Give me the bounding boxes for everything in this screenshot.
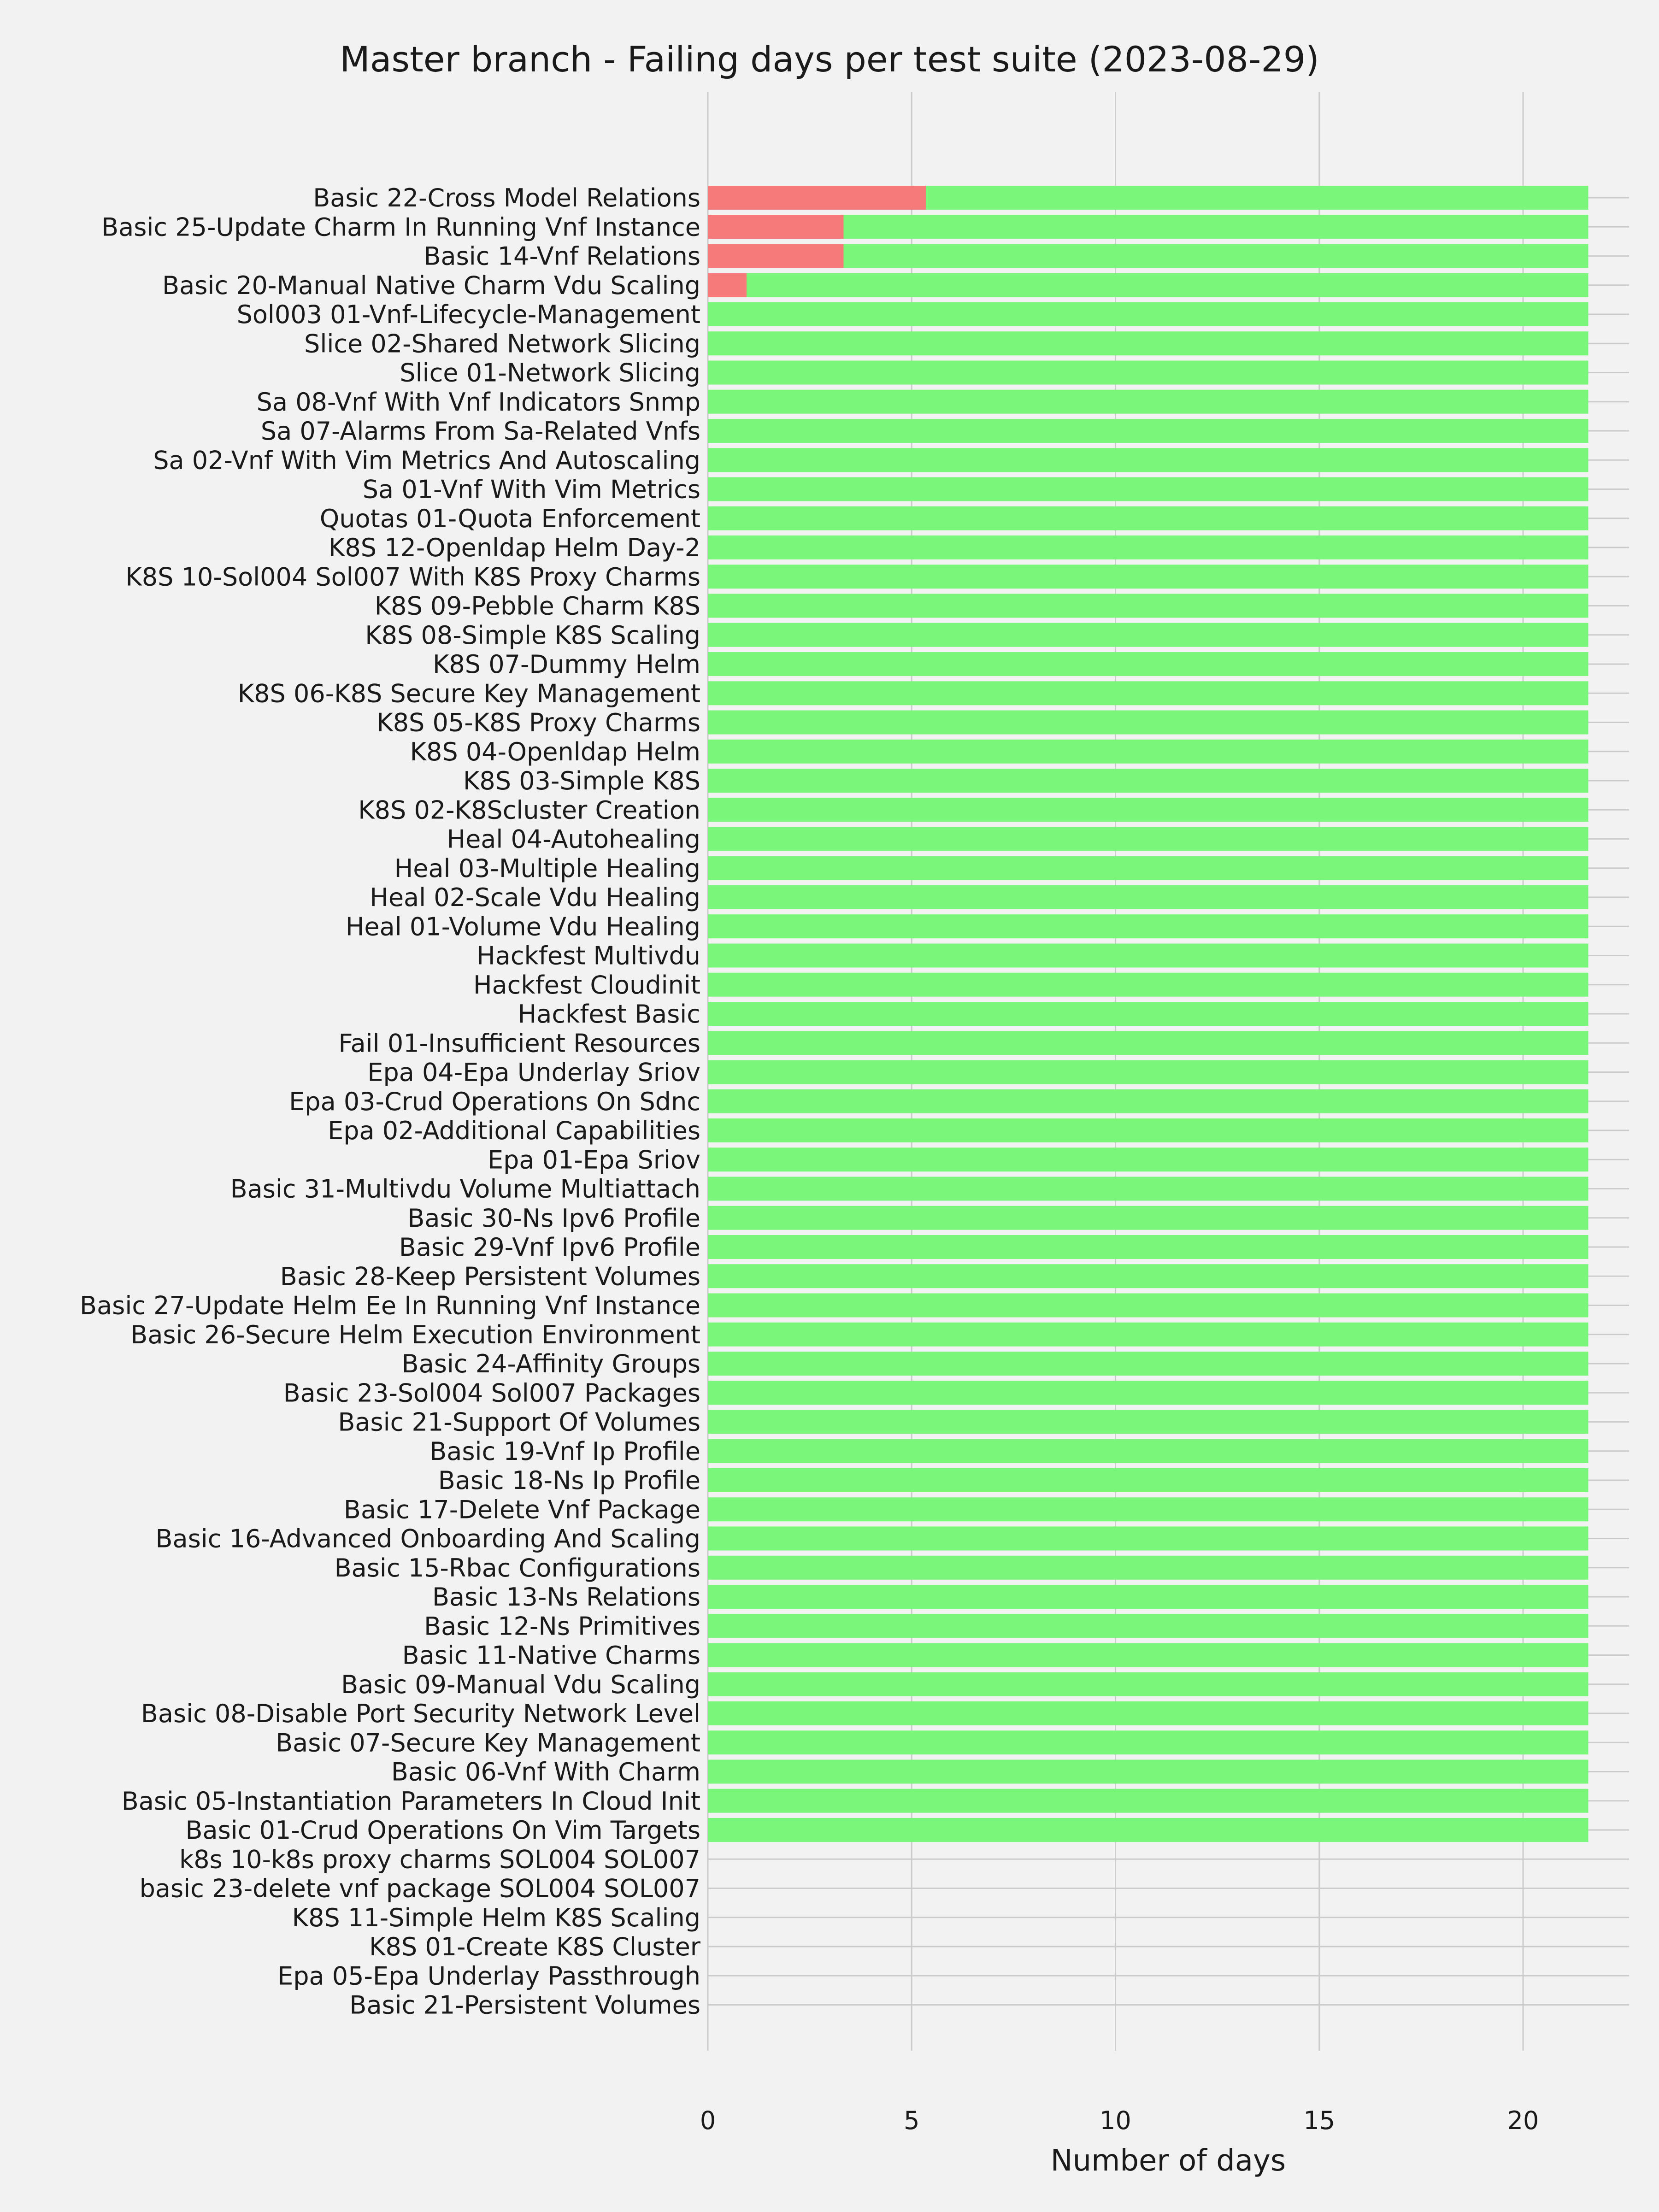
y-tick-label: Epa 05-Epa Underlay Passthrough <box>277 1961 700 1991</box>
y-tick-label: Heal 03-Multiple Healing <box>394 853 700 883</box>
y-tick-label: K8S 06-K8S Secure Key Management <box>237 679 700 708</box>
bar-pass <box>708 769 1588 793</box>
y-tick-labels <box>80 183 701 2020</box>
bar-pass <box>708 448 1588 472</box>
bar-pass <box>708 302 1588 326</box>
bar-fail <box>708 186 926 210</box>
y-tick-label: Basic 19-Vnf Ip Profile <box>429 1436 700 1466</box>
bar-pass <box>708 1352 1588 1376</box>
y-tick-label: Slice 01-Network Slicing <box>400 358 700 388</box>
x-tick-labels <box>700 2106 1539 2135</box>
bar-pass <box>708 594 1588 618</box>
y-tick-label: K8S 02-K8Scluster Creation <box>358 795 700 825</box>
y-tick-label: K8S 01-Create K8S Cluster <box>369 1932 700 1961</box>
y-tick-label: Hackfest Cloudinit <box>473 970 700 1000</box>
bar-pass <box>708 1089 1588 1113</box>
y-tick-label: Basic 06-Vnf With Charm <box>391 1757 700 1787</box>
bar-pass <box>708 1177 1588 1201</box>
bar-pass <box>708 1206 1588 1230</box>
bar-pass <box>708 477 1588 501</box>
y-tick-label: K8S 12-Openldap Helm Day-2 <box>328 533 700 562</box>
y-tick-label: K8S 11-Simple Helm K8S Scaling <box>292 1903 700 1932</box>
y-tick-label: Epa 02-Additional Capabilities <box>328 1116 700 1145</box>
bar-pass <box>708 681 1588 705</box>
y-tick-label: Basic 01-Crud Operations On Vim Targets <box>185 1816 700 1845</box>
y-tick-label: Sa 07-Alarms From Sa-Related Vnfs <box>260 417 700 446</box>
bar-pass <box>708 1264 1588 1288</box>
bar-pass <box>708 1556 1588 1580</box>
bar-pass <box>708 506 1588 530</box>
y-tick-label: Heal 01-Volume Vdu Healing <box>345 912 700 941</box>
bar-pass <box>708 856 1588 880</box>
x-tick-label: 20 <box>1507 2106 1539 2135</box>
y-tick-label: Basic 27-Update Helm Ee In Running Vnf Instance <box>80 1291 700 1320</box>
bar-pass <box>708 1497 1588 1521</box>
bar-pass <box>844 215 1588 239</box>
bar-pass <box>708 1031 1588 1055</box>
bar-pass <box>708 1760 1588 1784</box>
bar-pass <box>708 798 1588 822</box>
bar-pass <box>708 1060 1588 1084</box>
bar-pass <box>844 244 1588 268</box>
bar-pass <box>708 973 1588 997</box>
y-tick-label: Basic 25-Update Charm In Running Vnf Instance <box>101 212 700 242</box>
y-tick-label: Heal 02-Scale Vdu Healing <box>370 883 700 912</box>
x-axis-label: Number of days <box>1050 2144 1286 2178</box>
y-tick-label: Basic 18-Ns Ip Profile <box>438 1466 700 1495</box>
bar-pass <box>708 361 1588 385</box>
bar-pass <box>708 914 1588 938</box>
y-tick-label: basic 23-delete vnf package SOL004 SOL007 <box>139 1874 700 1903</box>
bar-pass <box>708 565 1588 588</box>
y-tick-label: K8S 10-Sol004 Sol007 With K8S Proxy Charms <box>125 562 700 592</box>
bar-pass <box>708 827 1588 851</box>
bar-pass <box>708 885 1588 909</box>
y-tick-label: Basic 13-Ns Relations <box>432 1583 700 1612</box>
y-tick-label: Sa 02-Vnf With Vim Metrics And Autoscaling <box>153 446 700 475</box>
y-tick-label: Basic 12-Ns Primitives <box>424 1612 700 1641</box>
y-tick-label: Quotas 01-Quota Enforcement <box>319 504 700 533</box>
chart-title: Master branch - Failing days per test suite (2023-08-29) <box>340 39 1319 80</box>
y-tick-label: Heal 04-Autohealing <box>447 824 700 854</box>
bar-pass <box>708 331 1588 355</box>
bar-pass <box>708 1323 1588 1347</box>
y-tick-label: Epa 03-Crud Operations On Sdnc <box>289 1087 700 1116</box>
bar-pass <box>708 1614 1588 1638</box>
y-tick-label: Basic 07-Secure Key Management <box>276 1728 700 1758</box>
bar-pass <box>708 652 1588 676</box>
x-tick-label: 5 <box>904 2106 920 2135</box>
y-tick-label: Basic 24-Affinity Groups <box>401 1349 700 1378</box>
bar-pass <box>708 1789 1588 1813</box>
bar-pass <box>708 740 1588 764</box>
y-tick-label: Basic 23-Sol004 Sol007 Packages <box>283 1378 700 1408</box>
y-tick-label: Basic 30-Ns Ipv6 Profile <box>407 1203 700 1233</box>
bar-pass <box>708 1585 1588 1609</box>
y-tick-label: Epa 01-Epa Sriov <box>488 1145 700 1175</box>
y-tick-label: Basic 21-Persistent Volumes <box>349 1990 700 2020</box>
y-tick-label: Basic 22-Cross Model Relations <box>313 183 700 212</box>
y-tick-label: K8S 04-Openldap Helm <box>410 737 700 766</box>
bar-pass <box>708 535 1588 559</box>
y-tick-label: Epa 04-Epa Underlay Sriov <box>367 1058 700 1087</box>
bar-pass <box>708 711 1588 735</box>
y-tick-label: K8S 05-K8S Proxy Charms <box>377 708 700 737</box>
y-tick-label: Hackfest Basic <box>518 1000 700 1029</box>
y-tick-label: Basic 17-Delete Vnf Package <box>343 1495 700 1524</box>
y-tick-label: K8S 08-Simple K8S Scaling <box>365 620 700 650</box>
bar-pass <box>708 1002 1588 1026</box>
y-tick-label: Basic 26-Secure Helm Execution Environment <box>130 1320 700 1349</box>
bar-pass <box>708 944 1588 968</box>
y-tick-label: Sol003 01-Vnf-Lifecycle-Management <box>236 300 700 329</box>
y-tick-label: Basic 14-Vnf Relations <box>424 241 700 271</box>
bar-pass <box>708 1701 1588 1725</box>
y-tick-label: Basic 15-Rbac Configurations <box>334 1553 700 1583</box>
y-tick-label: Slice 02-Shared Network Slicing <box>304 329 700 359</box>
bar-pass <box>708 1730 1588 1754</box>
bar-pass <box>708 1643 1588 1667</box>
y-tick-label: K8S 03-Simple K8S <box>463 766 700 795</box>
y-tick-label: Basic 29-Vnf Ipv6 Profile <box>399 1233 700 1262</box>
y-tick-label: K8S 07-Dummy Helm <box>433 650 700 679</box>
y-tick-label: Basic 08-Disable Port Security Network Level <box>141 1699 700 1728</box>
bar-fail <box>708 215 844 239</box>
bar-pass <box>708 1294 1588 1318</box>
y-tick-label: Basic 16-Advanced Onboarding And Scaling <box>155 1524 700 1553</box>
bar-pass <box>708 419 1588 443</box>
bar-pass <box>708 623 1588 647</box>
y-tick-label: Hackfest Multivdu <box>477 941 700 971</box>
bar-pass <box>708 1118 1588 1142</box>
y-tick-label: Basic 11-Native Charms <box>402 1641 700 1670</box>
bar-pass <box>708 1147 1588 1171</box>
y-tick-label: Basic 05-Instantiation Parameters In Cloud Init <box>121 1786 700 1816</box>
bar-pass <box>708 1235 1588 1259</box>
y-tick-label: Sa 08-Vnf With Vnf Indicators Snmp <box>256 387 700 417</box>
bar-pass <box>708 1468 1588 1492</box>
y-tick-label: Sa 01-Vnf With Vim Metrics <box>362 475 700 504</box>
bar-fail <box>708 244 844 268</box>
bar-pass <box>708 1672 1588 1696</box>
y-tick-label: Basic 28-Keep Persistent Volumes <box>280 1262 700 1291</box>
bar-pass <box>708 1527 1588 1551</box>
x-tick-label: 0 <box>700 2106 716 2135</box>
y-tick-label: Basic 31-Multivdu Volume Multiattach <box>230 1174 700 1204</box>
y-tick-label: Fail 01-Insufficient Resources <box>338 1029 700 1058</box>
bar-pass <box>708 1439 1588 1463</box>
bar-pass <box>708 1381 1588 1405</box>
bar-pass <box>926 186 1588 210</box>
bar-fail <box>708 273 747 297</box>
y-tick-label: Basic 09-Manual Vdu Scaling <box>341 1670 700 1699</box>
x-tick-label: 15 <box>1303 2106 1335 2135</box>
x-tick-label: 10 <box>1100 2106 1131 2135</box>
bar-pass <box>747 273 1588 297</box>
y-tick-label: K8S 09-Pebble Charm K8S <box>374 591 700 621</box>
bar-pass <box>708 1410 1588 1434</box>
bar-pass <box>708 390 1588 414</box>
bar-pass <box>708 1818 1588 1842</box>
y-tick-label: Basic 20-Manual Native Charm Vdu Scaling <box>162 271 700 300</box>
y-tick-label: k8s 10-k8s proxy charms SOL004 SOL007 <box>179 1845 700 1874</box>
bars-layer <box>708 186 1588 1842</box>
y-tick-label: Basic 21-Support Of Volumes <box>338 1407 700 1437</box>
